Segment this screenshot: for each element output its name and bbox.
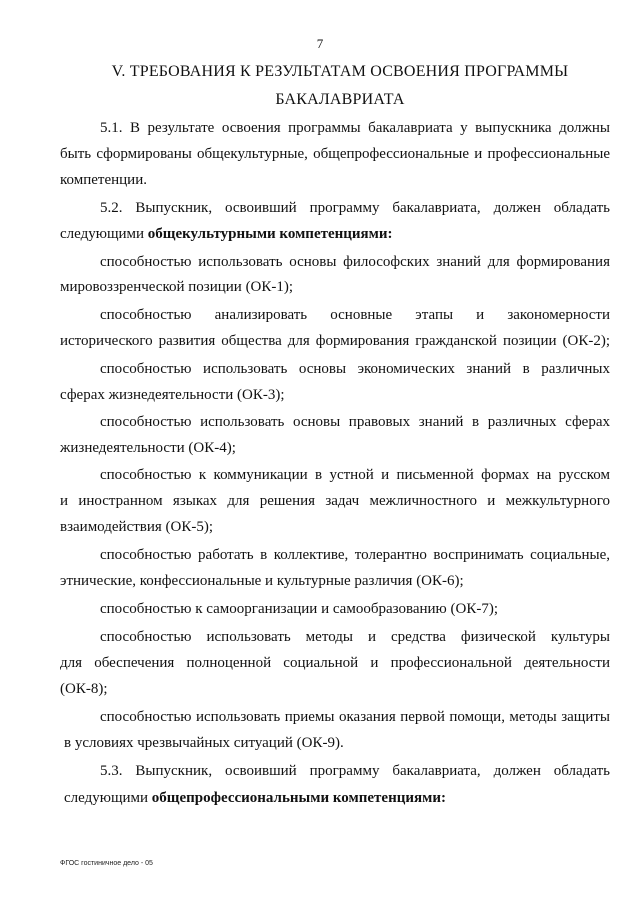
para-5-1-line-2: быть сформированы общекультурные, общепрофессиональные и профессиональные [60, 146, 610, 162]
page-number: 7 [316, 36, 324, 51]
ok8-line-3: (ОК-8); [60, 681, 108, 697]
general-cultural-competencies-term: общекультурными компетенциями: [147, 226, 393, 242]
para-5-2-line-1: 5.2. Выпускник, освоивший программу бакалавриата, должен обладать [100, 200, 610, 216]
ok2-line-2: исторического развития общества для формирования гражданской позиции (ОК-2); [60, 333, 610, 349]
ok7-line-1: способностью к самоорганизации и самообразованию (ОК-7); [100, 601, 499, 617]
section-heading-line-2: БАКАЛАВРИАТА [275, 91, 405, 108]
ok5-line-1: способностью к коммуникации в устной и письменной формах на русском [100, 467, 610, 483]
general-professional-competencies-term: общепрофессиональными компетенциями: [151, 790, 446, 806]
ok4-line-1: способностью использовать основы правовых знаний в различных сферах [100, 414, 610, 430]
ok8-line-2: для обеспечения полноценной социальной и профессиональной деятельности [60, 655, 610, 671]
ok6-line-1: способностью работать в коллективе, толерантно воспринимать социальные, [100, 547, 610, 563]
para-5-3-lead: следующими [64, 790, 152, 806]
ok8-line-1: способностью использовать методы и средства физической культуры [100, 629, 610, 645]
ok4-line-2: жизнедеятельности (ОК-4); [60, 440, 236, 456]
ok5-line-3: взаимодействия (ОК-5); [60, 519, 214, 535]
para-5-3-line-2 [64, 790, 614, 807]
ok3-line-2: сферах жизнедеятельности (ОК-3); [60, 387, 285, 403]
ok3-line-1: способностью использовать основы экономических знаний в различных [100, 361, 610, 377]
ok6-line-2: этнические, конфессиональные и культурные различия (ОК-6); [60, 573, 464, 589]
para-5-2-line-2 [60, 226, 610, 243]
ok5-line-2: и иностранном языках для решения задач межличностного и межкультурного [60, 493, 610, 509]
section-heading-line-1: V. ТРЕБОВАНИЯ К РЕЗУЛЬТАТАМ ОСВОЕНИЯ ПРОГРАММЫ [111, 63, 569, 80]
ok9-line-1: способностью использовать приемы оказания первой помощи, методы защиты [100, 709, 610, 725]
footer-note: ФГОС гостиничное дело - 05 [60, 860, 153, 867]
para-5-3-line-1: 5.3. Выпускник, освоивший программу бакалавриата, должен обладать [100, 763, 610, 779]
ok2-line-1: способностью анализировать основные этапы и закономерности [100, 307, 610, 323]
ok1-line-2: мировоззренческой позиции (ОК-1); [60, 279, 294, 295]
para-5-1-line-1: 5.1. В результате освоения программы бакалавриата у выпускника должны [100, 120, 610, 136]
ok1-line-1: способностью использовать основы философских знаний для формирования [100, 254, 610, 270]
ok9-line-2: в условиях чрезвычайных ситуаций (ОК-9). [64, 735, 344, 751]
para-5-2-lead: следующими [60, 226, 148, 242]
section-heading [60, 58, 620, 114]
para-5-1-line-3: компетенции. [60, 172, 147, 188]
